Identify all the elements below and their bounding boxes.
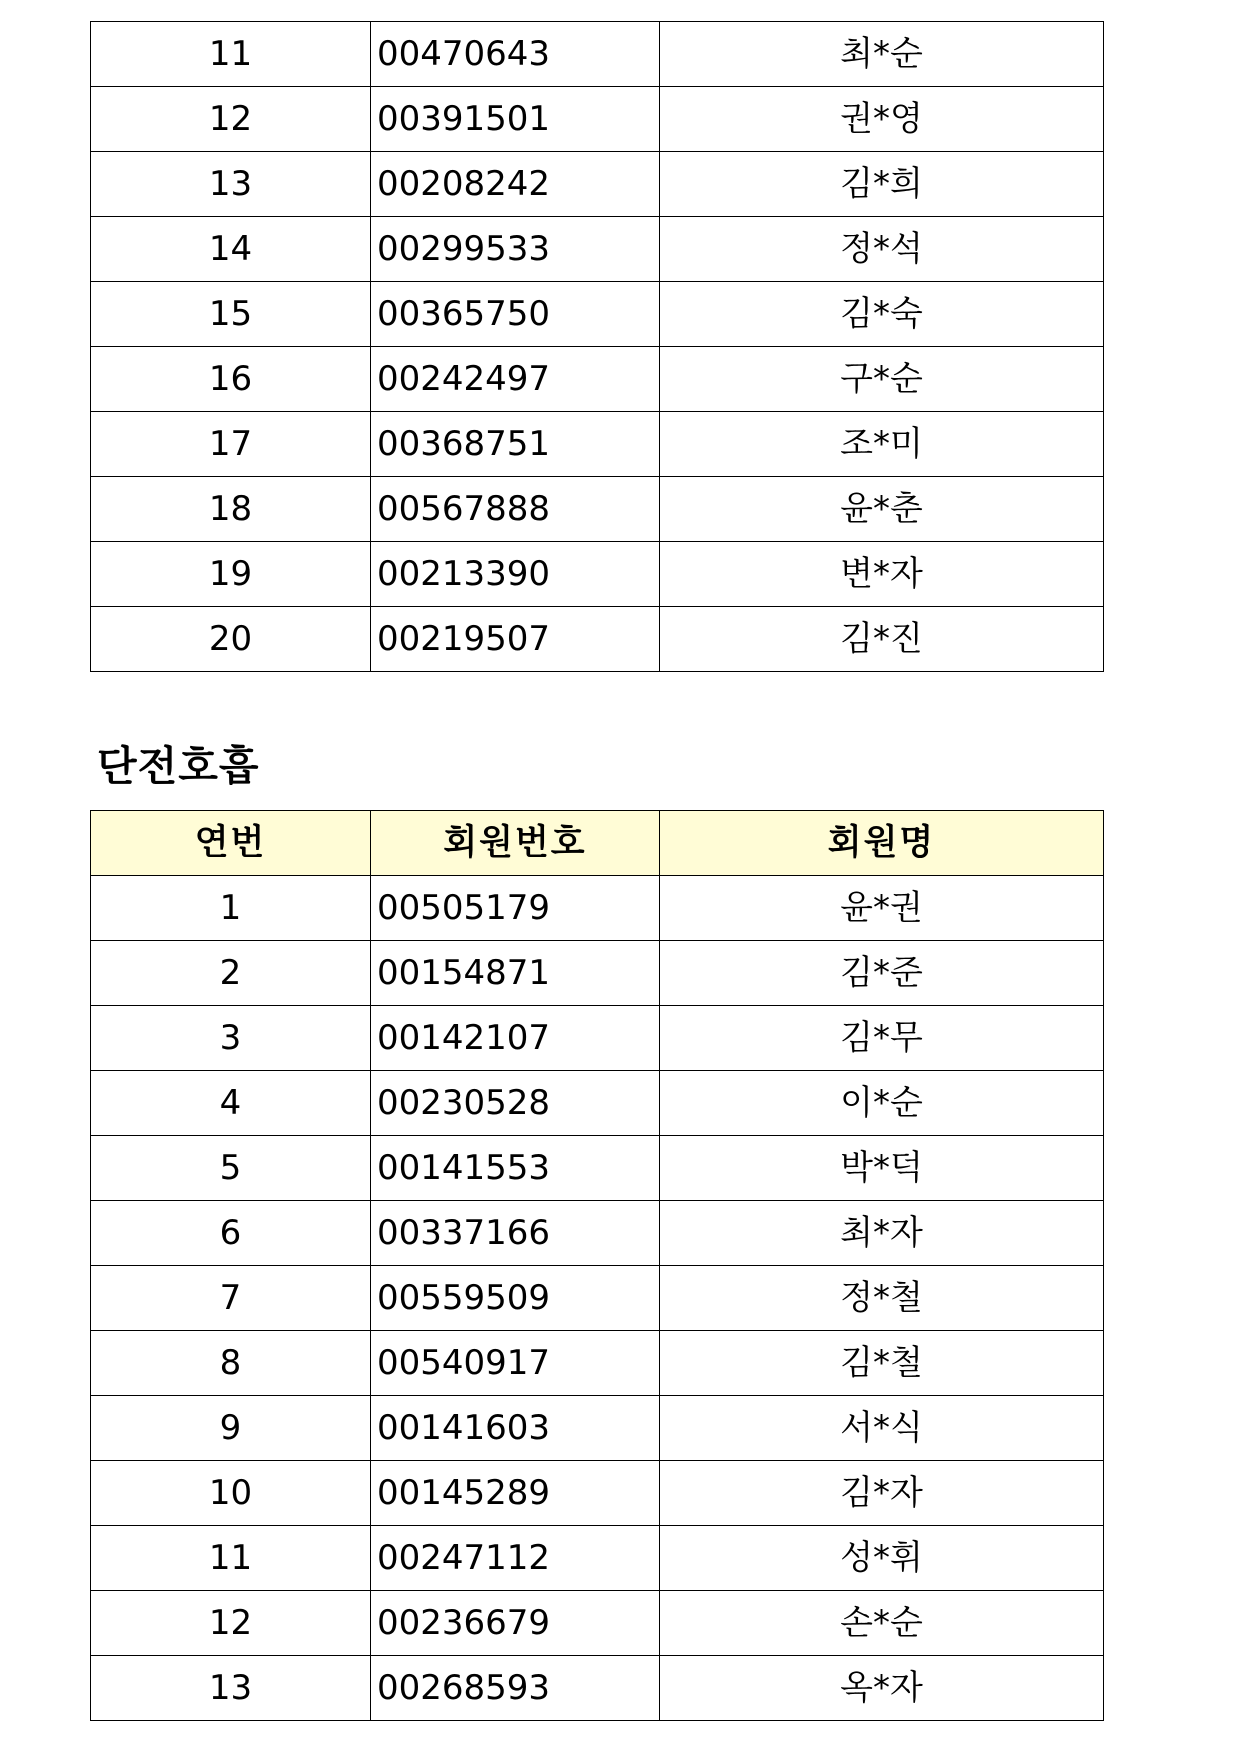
section-title: 단전호흡: [97, 742, 260, 790]
member-table-continued: [90, 21, 1104, 672]
table-row: [91, 347, 1104, 412]
member-id-cell: 00505179: [371, 876, 660, 941]
member-name-cell: 김*준: [660, 941, 1104, 1006]
member-id-cell: 00540917: [371, 1331, 660, 1396]
row-number-cell: 20: [91, 607, 371, 672]
member-name-cell: 김*철: [660, 1331, 1104, 1396]
member-id-cell: 00219507: [371, 607, 660, 672]
table-row: [91, 1591, 1104, 1656]
row-number-cell: 11: [91, 1526, 371, 1591]
row-number-cell: 11: [91, 22, 371, 87]
member-name-cell: 박*덕: [660, 1136, 1104, 1201]
member-name-cell: 이*순: [660, 1071, 1104, 1136]
member-id-cell: 00365750: [371, 282, 660, 347]
member-id-cell: 00142107: [371, 1006, 660, 1071]
header-no: 연번: [91, 811, 371, 876]
member-name-cell: 김*자: [660, 1461, 1104, 1526]
member-name-cell: 옥*자: [660, 1656, 1104, 1721]
row-number-cell: 16: [91, 347, 371, 412]
member-id-cell: 00145289: [371, 1461, 660, 1526]
member-name-cell: 정*석: [660, 217, 1104, 282]
table-row: [91, 941, 1104, 1006]
row-number-cell: 17: [91, 412, 371, 477]
table-row: [91, 282, 1104, 347]
member-id-cell: 00470643: [371, 22, 660, 87]
member-name-cell: 정*철: [660, 1266, 1104, 1331]
member-id-cell: 00368751: [371, 412, 660, 477]
row-number-cell: 13: [91, 1656, 371, 1721]
row-number-cell: 14: [91, 217, 371, 282]
member-name-cell: 조*미: [660, 412, 1104, 477]
table-row: [91, 152, 1104, 217]
row-number-cell: 18: [91, 477, 371, 542]
member-name-cell: 윤*권: [660, 876, 1104, 941]
row-number-cell: 1: [91, 876, 371, 941]
row-number-cell: 4: [91, 1071, 371, 1136]
member-id-cell: 00567888: [371, 477, 660, 542]
member-name-cell: 윤*춘: [660, 477, 1104, 542]
row-number-cell: 12: [91, 1591, 371, 1656]
member-id-cell: 00141603: [371, 1396, 660, 1461]
table-row: [91, 1396, 1104, 1461]
table-row: [91, 1526, 1104, 1591]
row-number-cell: 13: [91, 152, 371, 217]
member-id-cell: 00230528: [371, 1071, 660, 1136]
row-number-cell: 9: [91, 1396, 371, 1461]
row-number-cell: 6: [91, 1201, 371, 1266]
table-row: [91, 1201, 1104, 1266]
table-row: [91, 477, 1104, 542]
member-table-danjeon: [90, 810, 1104, 1721]
member-id-cell: 00299533: [371, 217, 660, 282]
member-name-cell: 손*순: [660, 1591, 1104, 1656]
member-name-cell: 구*순: [660, 347, 1104, 412]
table-row: [91, 412, 1104, 477]
table-row: [91, 1331, 1104, 1396]
member-name-cell: 김*희: [660, 152, 1104, 217]
member-name-cell: 김*무: [660, 1006, 1104, 1071]
table-row: [91, 22, 1104, 87]
table-header-row: [91, 811, 1104, 876]
table-row: [91, 1006, 1104, 1071]
member-id-cell: 00337166: [371, 1201, 660, 1266]
member-id-cell: 00391501: [371, 87, 660, 152]
row-number-cell: 12: [91, 87, 371, 152]
table-row: [91, 607, 1104, 672]
row-number-cell: 8: [91, 1331, 371, 1396]
member-id-cell: 00268593: [371, 1656, 660, 1721]
table-row: [91, 1461, 1104, 1526]
row-number-cell: 15: [91, 282, 371, 347]
member-id-cell: 00242497: [371, 347, 660, 412]
table-row: [91, 1656, 1104, 1721]
member-name-cell: 김*진: [660, 607, 1104, 672]
table-row: [91, 1136, 1104, 1201]
row-number-cell: 7: [91, 1266, 371, 1331]
member-name-cell: 권*영: [660, 87, 1104, 152]
table-row: [91, 87, 1104, 152]
header-member-id: 회원번호: [371, 811, 660, 876]
member-id-cell: 00559509: [371, 1266, 660, 1331]
member-name-cell: 서*식: [660, 1396, 1104, 1461]
row-number-cell: 2: [91, 941, 371, 1006]
table-row: [91, 876, 1104, 941]
member-id-cell: 00141553: [371, 1136, 660, 1201]
member-name-cell: 김*숙: [660, 282, 1104, 347]
member-id-cell: 00213390: [371, 542, 660, 607]
row-number-cell: 10: [91, 1461, 371, 1526]
member-name-cell: 변*자: [660, 542, 1104, 607]
row-number-cell: 19: [91, 542, 371, 607]
table-row: [91, 217, 1104, 282]
row-number-cell: 3: [91, 1006, 371, 1071]
table-row: [91, 1266, 1104, 1331]
row-number-cell: 5: [91, 1136, 371, 1201]
member-id-cell: 00154871: [371, 941, 660, 1006]
member-name-cell: 최*순: [660, 22, 1104, 87]
member-name-cell: 성*휘: [660, 1526, 1104, 1591]
member-id-cell: 00208242: [371, 152, 660, 217]
header-member-name: 회원명: [660, 811, 1104, 876]
table-row: [91, 1071, 1104, 1136]
table-row: [91, 542, 1104, 607]
member-id-cell: 00247112: [371, 1526, 660, 1591]
member-name-cell: 최*자: [660, 1201, 1104, 1266]
member-id-cell: 00236679: [371, 1591, 660, 1656]
